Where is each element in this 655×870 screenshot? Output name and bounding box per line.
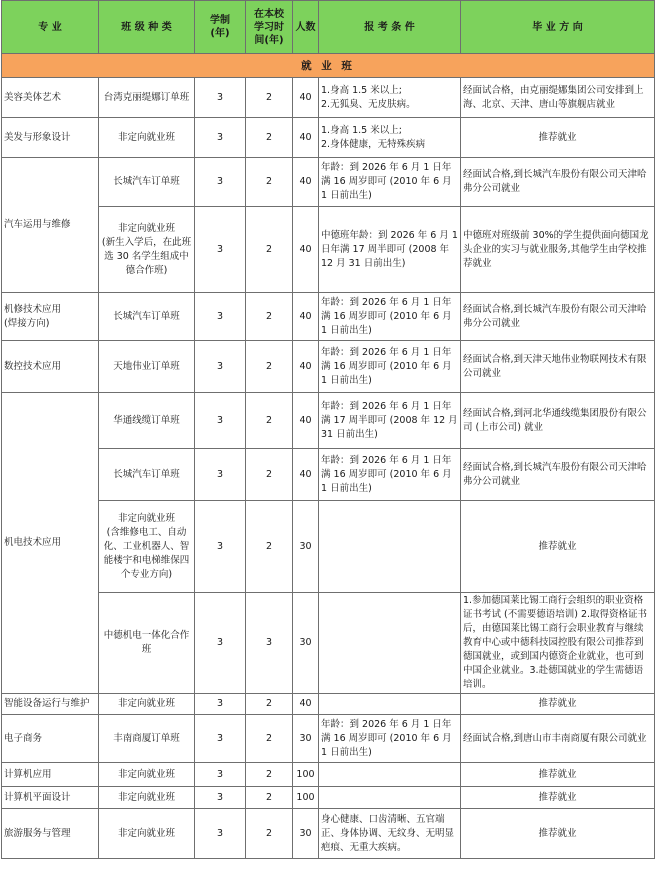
direction-cell: 经面试合格,到长城汽车股份有限公司天津哈弗分公司就业 (461, 293, 655, 341)
class-type-cell: 非定向就业班 (99, 694, 195, 715)
table-row (2, 715, 655, 763)
major-cell: 美容美体艺术 (2, 78, 99, 118)
class-type-cell: 天地伟业订单班 (99, 341, 195, 393)
major-cell: 电子商务 (2, 715, 99, 763)
years-cell: 3 (195, 694, 246, 715)
school-years-cell: 2 (246, 809, 293, 859)
direction-cell: 推荐就业 (461, 809, 655, 859)
school-years-cell: 2 (246, 501, 293, 593)
section-banner-row (2, 54, 655, 78)
count-cell: 40 (293, 293, 319, 341)
table-row (2, 118, 655, 158)
table-row (2, 449, 655, 501)
major-cell: 计算机平面设计 (2, 787, 99, 809)
years-cell: 3 (195, 293, 246, 341)
header-conditions: 报 考 条 件 (319, 1, 461, 54)
direction-cell: 经面试合格,到唐山市丰南商厦有限公司就业 (461, 715, 655, 763)
count-cell: 40 (293, 78, 319, 118)
count-cell: 40 (293, 118, 319, 158)
table-row (2, 787, 655, 809)
conditions-cell: 年龄：到 2026 年 6 月 1 日年满 16 周岁即可 (2010 年 6 月 1 日前出生) (319, 715, 461, 763)
count-cell: 100 (293, 763, 319, 787)
count-cell: 40 (293, 207, 319, 293)
class-type-cell: 丰南商厦订单班 (99, 715, 195, 763)
class-type-cell: 非定向就业班 (含维修电工、自动化、工业机器人、智能楼宇和电梯维保四个专业方向) (99, 501, 195, 593)
major-cell: 旅游服务与管理 (2, 809, 99, 859)
conditions-cell: 身心健康、口齿清晰、五官端正、身体协调、无纹身、无明显疤痕、无重大疾病。 (319, 809, 461, 859)
major-cell: 机修技术应用 (焊接方向) (2, 293, 99, 341)
count-cell: 30 (293, 593, 319, 694)
years-cell: 3 (195, 787, 246, 809)
conditions-cell (319, 787, 461, 809)
class-type-cell: 非定向就业班 (新生入学后，在此班选 30 名学生组成中德合作班) (99, 207, 195, 293)
school-years-cell: 2 (246, 787, 293, 809)
years-cell: 3 (195, 449, 246, 501)
enrollment-table (1, 0, 655, 859)
major-cell: 美发与形象设计 (2, 118, 99, 158)
major-cell: 智能设备运行与维护 (2, 694, 99, 715)
years-cell: 3 (195, 78, 246, 118)
school-years-cell: 2 (246, 293, 293, 341)
major-cell: 机电技术应用 (2, 393, 99, 694)
direction-cell: 推荐就业 (461, 501, 655, 593)
count-cell: 40 (293, 341, 319, 393)
school-years-cell: 2 (246, 207, 293, 293)
school-years-cell: 2 (246, 763, 293, 787)
direction-cell: 经面试合格,到河北华通线缆集团股份有限公司 (上市公司) 就业 (461, 393, 655, 449)
header-major: 专 业 (2, 1, 99, 54)
direction-cell: 1.参加德国莱比锡工商行会组织的职业资格证书考试 (不需要德语培训) 2.取得资格证书后，由德国莱比锡工商行会职业教育与继续教育中心或中德科技园控股有限公司推荐到德国就业，或到国内德资企业就业，也可到中国企业就业。3.赴德国就业的学生需德语培训。 (461, 593, 655, 694)
direction-cell: 经面试合格,到长城汽车股份有限公司天津哈弗分公司就业 (461, 449, 655, 501)
count-cell: 40 (293, 158, 319, 207)
school-years-cell: 2 (246, 118, 293, 158)
years-cell: 3 (195, 158, 246, 207)
count-cell: 30 (293, 809, 319, 859)
years-cell: 3 (195, 809, 246, 859)
table-row (2, 763, 655, 787)
class-type-cell: 台湾克丽缇娜订单班 (99, 78, 195, 118)
table-row (2, 78, 655, 118)
table-row (2, 593, 655, 694)
years-cell: 3 (195, 207, 246, 293)
conditions-cell: 年龄：到 2026 年 6 月 1 日年满 16 周岁即可 (2010 年 6 月 1 日前出生) (319, 158, 461, 207)
direction-cell: 经面试合格,到天津天地伟业物联网技术有限公司就业 (461, 341, 655, 393)
header-class-type: 班 级 种 类 (99, 1, 195, 54)
years-cell: 3 (195, 593, 246, 694)
conditions-cell: 年龄：到 2026 年 6 月 1 日年满 16 周岁即可 (2010 年 6 月 1 日前出生) (319, 293, 461, 341)
years-cell: 3 (195, 501, 246, 593)
years-cell: 3 (195, 341, 246, 393)
class-type-cell: 长城汽车订单班 (99, 158, 195, 207)
class-type-cell: 非定向就业班 (99, 809, 195, 859)
school-years-cell: 2 (246, 449, 293, 501)
direction-cell: 经面试合格,到长城汽车股份有限公司天津哈弗分公司就业 (461, 158, 655, 207)
school-years-cell: 2 (246, 158, 293, 207)
direction-cell: 推荐就业 (461, 694, 655, 715)
school-years-cell: 2 (246, 341, 293, 393)
table-row (2, 293, 655, 341)
direction-cell: 中德班对班级前 30%的学生提供面向德国龙头企业的实习与就业服务,其他学生由学校推荐就业 (461, 207, 655, 293)
class-type-cell: 非定向就业班 (99, 763, 195, 787)
school-years-cell: 2 (246, 78, 293, 118)
table-row (2, 393, 655, 449)
count-cell: 40 (293, 694, 319, 715)
count-cell: 100 (293, 787, 319, 809)
table-row (2, 207, 655, 293)
conditions-cell (319, 694, 461, 715)
school-years-cell: 2 (246, 694, 293, 715)
header-school-years: 在本校 学习时 间(年) (246, 1, 293, 54)
table-row (2, 809, 655, 859)
header-years: 学制 (年) (195, 1, 246, 54)
class-type-cell: 长城汽车订单班 (99, 293, 195, 341)
conditions-cell: 1.身高 1.5 米以上; 2.身体健康，无特殊疾病 (319, 118, 461, 158)
conditions-cell (319, 593, 461, 694)
direction-cell: 推荐就业 (461, 118, 655, 158)
school-years-cell: 2 (246, 393, 293, 449)
years-cell: 3 (195, 763, 246, 787)
conditions-cell: 年龄：到 2026 年 6 月 1 日年满 17 周半即可 (2008 年 12 月 31 日前出生) (319, 393, 461, 449)
years-cell: 3 (195, 118, 246, 158)
conditions-cell: 年龄：到 2026 年 6 月 1 日年满 16 周岁即可 (2010 年 6 月 1 日前出生) (319, 341, 461, 393)
major-cell: 数控技术应用 (2, 341, 99, 393)
class-type-cell: 中德机电一体化合作班 (99, 593, 195, 694)
header-count: 人数 (293, 1, 319, 54)
count-cell: 30 (293, 501, 319, 593)
class-type-cell: 非定向就业班 (99, 118, 195, 158)
school-years-cell: 2 (246, 715, 293, 763)
header-row (2, 1, 655, 54)
conditions-cell: 年龄：到 2026 年 6 月 1 日年满 16 周岁即可 (2010 年 6 月 1 日前出生) (319, 449, 461, 501)
major-cell: 汽车运用与维修 (2, 158, 99, 293)
years-cell: 3 (195, 393, 246, 449)
conditions-cell: 中德班年龄：到 2026 年 6 月 1 日年满 17 周半即可 (2008 年 12 月 31 日前出生) (319, 207, 461, 293)
table-row (2, 341, 655, 393)
direction-cell: 推荐就业 (461, 763, 655, 787)
conditions-cell (319, 501, 461, 593)
section-banner: 就 业 班 (2, 54, 655, 78)
table-row (2, 158, 655, 207)
count-cell: 40 (293, 393, 319, 449)
class-type-cell: 非定向就业班 (99, 787, 195, 809)
years-cell: 3 (195, 715, 246, 763)
count-cell: 40 (293, 449, 319, 501)
count-cell: 30 (293, 715, 319, 763)
school-years-cell: 3 (246, 593, 293, 694)
major-cell: 计算机应用 (2, 763, 99, 787)
conditions-cell (319, 763, 461, 787)
direction-cell: 推荐就业 (461, 787, 655, 809)
header-direction: 毕 业 方 向 (461, 1, 655, 54)
class-type-cell: 长城汽车订单班 (99, 449, 195, 501)
conditions-cell: 1.身高 1.5 米以上; 2.无狐臭、无皮肤病。 (319, 78, 461, 118)
class-type-cell: 华通线缆订单班 (99, 393, 195, 449)
table-row (2, 694, 655, 715)
direction-cell: 经面试合格，由克丽缇娜集团公司安排到上海、北京、天津、唐山等旗舰店就业 (461, 78, 655, 118)
table-row (2, 501, 655, 593)
